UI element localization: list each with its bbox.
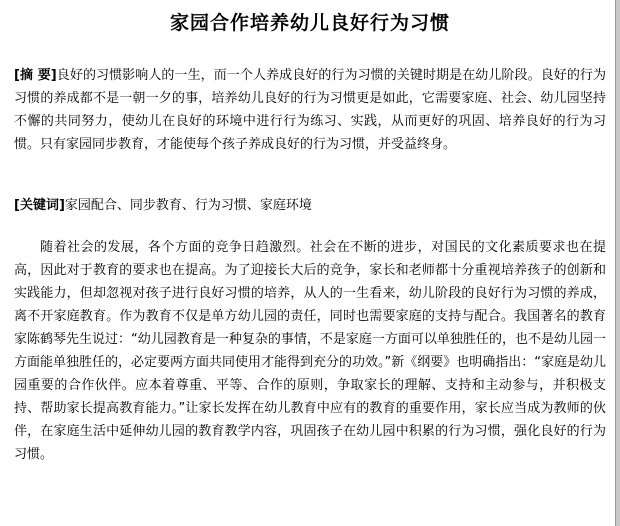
page-title: 家园合作培养幼儿良好行为习惯 bbox=[169, 12, 450, 34]
window-right-edge bbox=[615, 0, 620, 526]
main-body bbox=[14, 236, 606, 466]
body-paragraph: 随着社会的发展，各个方面的竞争日趋激烈。社会在不断的进步，对国民的文化素质要求也在提高，因此对于教育的要求也在提高。为了迎接长大后的竞争，家长和老师都十分重视培养孩子的创新和实践能力，但却忽视对孩子进行良好习惯的培养，从人的一生看来，幼儿阶段的良好行为习惯的养成，离不开家庭教育。作为教育不仅是单方幼儿园的责任，同时也需要家庭的支持与配合。我国著名的教育家陈鹤琴先生说过：“幼儿园教育是一种复杂的事情，不是家庭一方面可以单独胜任的，也不是幼儿园一方面能单独胜任的，必定要两方面共同使用才能得到充分的功效。”新《纲要》也明确指出：“家庭是幼儿园重要的合作伙伴。应本着尊重、平等、合作的原则，争取家长的理解、支持和主动参与，并积极支持、帮助家长提高教育能力。”让家长发挥在幼儿教育中应有的教育的重要作用，家长应当成为教师的伙伴，在家庭生活中延伸幼儿园的教育教学内容，巩固孩子在幼儿园中积累的行为习惯，强化良好的行为习惯。 bbox=[14, 240, 606, 462]
keywords-text: 家园配合、同步教育、行为习惯、家庭环境 bbox=[64, 198, 312, 213]
keywords-paragraph bbox=[14, 194, 606, 217]
keywords-label: [关键词] bbox=[14, 198, 65, 213]
abstract-paragraph bbox=[14, 64, 606, 156]
abstract-label: [摘 要] bbox=[14, 68, 57, 83]
abstract-text: 良好的习惯影响人的一生，而一个人养成良好的行为习惯的关键时期是在幼儿阶段。良好的行为习惯的养成都不是一朝一夕的事，培养幼儿良好的行为习惯更是如此，它需要家庭、社会、幼儿园坚持不懈的共同努力，使幼儿在良好的环境中进行行为练习、实践，从而更好的巩固、培养良好的行为习惯。只有家园同步教育，才能使每个孩子养成良好的行为习惯，并受益终身。 bbox=[14, 68, 606, 152]
